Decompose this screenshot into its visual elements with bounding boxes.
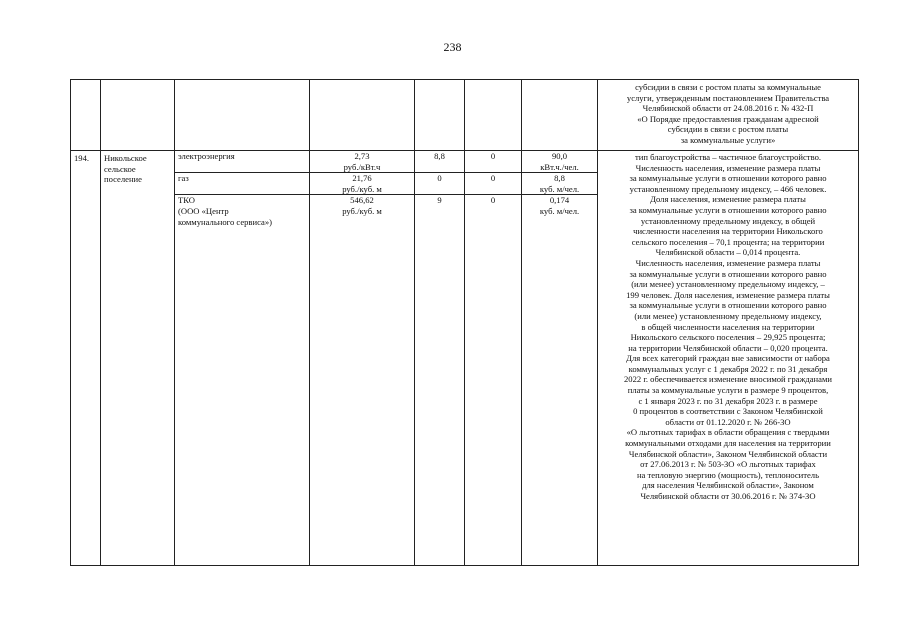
- tariff-table: [70, 79, 859, 566]
- tariff-unit: руб./кВт.ч: [343, 161, 381, 172]
- service-name-line: коммунального сервиса»): [178, 216, 272, 227]
- service-name-line: газ: [178, 173, 189, 184]
- note-line: для населения Челябинской области», Законом: [642, 480, 814, 491]
- intro-line: за коммунальные услуги»: [680, 134, 776, 145]
- norm-value: 8,8: [554, 173, 565, 184]
- note-line: установленному предельному индексу, в общей: [640, 215, 816, 226]
- tariff-value: 21,76: [352, 173, 372, 184]
- note-line: численности населения на территории Никольского: [633, 226, 823, 237]
- notes-cell: [598, 151, 859, 566]
- tariff-unit: руб./куб. м: [342, 205, 382, 216]
- settlement-line: Никольское: [104, 153, 147, 163]
- note-line: в общей численности населения на территории: [641, 321, 815, 332]
- note-line: (или менее) установленному предельному индексу, –: [631, 279, 825, 290]
- note-line: за коммунальные услуги в отношении которого равно: [629, 173, 827, 184]
- intro-notes-cell: [598, 80, 859, 151]
- service-name-line: ТКО: [178, 195, 195, 206]
- index-cell: 0: [465, 151, 522, 173]
- note-line: от 27.06.2013 г. № 503-ЗО «О льготных тарифах: [640, 459, 816, 470]
- settlement-line: поселение: [104, 174, 142, 185]
- empty-cell: [175, 80, 310, 151]
- note-line: (или менее) установленному предельному индексу,: [634, 310, 822, 321]
- service-name: [175, 195, 310, 566]
- intro-line: субсидии в связи с ростом платы: [667, 124, 789, 135]
- note-line: установленному предельному индексу, – 466 человек.: [629, 183, 827, 194]
- note-line: с 1 января 2023 г. по 31 декабря 2023 г. в размере: [638, 395, 818, 406]
- intro-line: «О Порядке предоставления гражданам адресной: [637, 113, 819, 124]
- note-line: Численность населения, изменение размера платы: [635, 162, 821, 173]
- norm-unit: кВт.ч./чел.: [540, 161, 579, 172]
- note-line: коммунальных услуг с 1 декабря 2022 г. по 31 декабря: [628, 363, 828, 374]
- norm-cell: [522, 173, 598, 195]
- intro-line: Челябинской области от 24.08.2016 г. № 432-П: [642, 103, 814, 114]
- tariff-cell: [310, 195, 415, 566]
- note-line: области от 01.12.2020 г. № 266-ЗО: [665, 416, 791, 427]
- index-cell: 0: [465, 173, 522, 195]
- tariff-cell: [310, 173, 415, 195]
- empty-cell: [101, 80, 175, 151]
- service-name-line: электроэнергия: [178, 151, 235, 161]
- settlement-line: сельское: [104, 163, 136, 174]
- note-line: платы за коммунальные услуги в размере 9 процентов,: [627, 385, 829, 396]
- tariff-cell: [310, 151, 415, 173]
- row-number: 194.: [71, 151, 101, 566]
- empty-cell: [415, 80, 465, 151]
- note-line: тип благоустройства – частичное благоустройство.: [634, 152, 822, 162]
- tariff-unit: руб./куб. м: [342, 183, 382, 194]
- note-line: 2022 г. обеспечивается изменение вносимой гражданами: [623, 374, 833, 385]
- note-line: 0 процентов в соответствии с Законом Челябинской: [633, 406, 823, 417]
- norm-cell: [522, 151, 598, 173]
- note-line: Челябинской области – 0,014 процента.: [655, 247, 801, 258]
- note-line: Численность населения, изменение размера платы: [635, 257, 821, 268]
- tariff-value: 2,73: [354, 151, 370, 161]
- norm-value: 0,174: [549, 195, 570, 206]
- note-line: Доля населения, изменение размера платы: [650, 194, 806, 205]
- norm-unit: куб. м/чел.: [539, 205, 580, 216]
- note-line: сельского поселения – 70,1 процента; на территории: [631, 236, 825, 247]
- service-name: [175, 173, 310, 195]
- continuation-row: [71, 80, 859, 151]
- service-name: [175, 151, 310, 173]
- note-line: 199 человек. Доля населения, изменение размера платы: [626, 289, 830, 300]
- empty-cell: [522, 80, 598, 151]
- note-line: коммунальными отходами для населения на территории: [625, 438, 831, 449]
- norm-value: 90,0: [551, 151, 568, 161]
- note-line: за коммунальные услуги в отношении которого равно: [629, 268, 827, 279]
- note-line: за коммунальные услуги в отношении которого равно: [629, 300, 827, 311]
- index-cell: 0: [415, 173, 465, 195]
- empty-cell: [71, 80, 101, 151]
- note-line: Челябинской области от 30.06.2016 г. № 374-ЗО: [640, 491, 816, 501]
- page-number: 238: [443, 40, 462, 54]
- norm-unit: куб. м/чел.: [539, 183, 580, 194]
- note-line: за коммунальные услуги в отношении которого равно: [629, 204, 827, 215]
- settlement-name: [101, 151, 175, 566]
- service-name-line: (ООО «Центр: [178, 205, 229, 216]
- note-line: Никольского сельского поселения – 29,925 процента;: [630, 332, 826, 343]
- note-line: «О льготных тарифах в области обращения с твердыми: [626, 427, 830, 438]
- empty-cell: [310, 80, 415, 151]
- index-cell: 8,8: [415, 151, 465, 173]
- tariff-value: 546,62: [350, 195, 374, 206]
- norm-cell: [522, 195, 598, 566]
- empty-cell: [465, 80, 522, 151]
- intro-line: субсидии в связи с ростом платы за коммунальные: [635, 82, 821, 92]
- intro-line: услуги, утвержденным постановлением Правительства: [626, 92, 830, 103]
- note-line: на тепловую энергию (мощность), теплоноситель: [636, 469, 820, 480]
- note-line: Челябинской области», Законом Челябинской области: [628, 448, 828, 459]
- index-cell: 9: [415, 195, 465, 566]
- note-line: на территории Челябинской области – 0,020 процента.: [628, 342, 828, 353]
- note-line: Для всех категорий граждан вне зависимости от набора: [626, 353, 830, 364]
- index-cell: 0: [465, 195, 522, 566]
- service-row-electricity: [71, 151, 859, 173]
